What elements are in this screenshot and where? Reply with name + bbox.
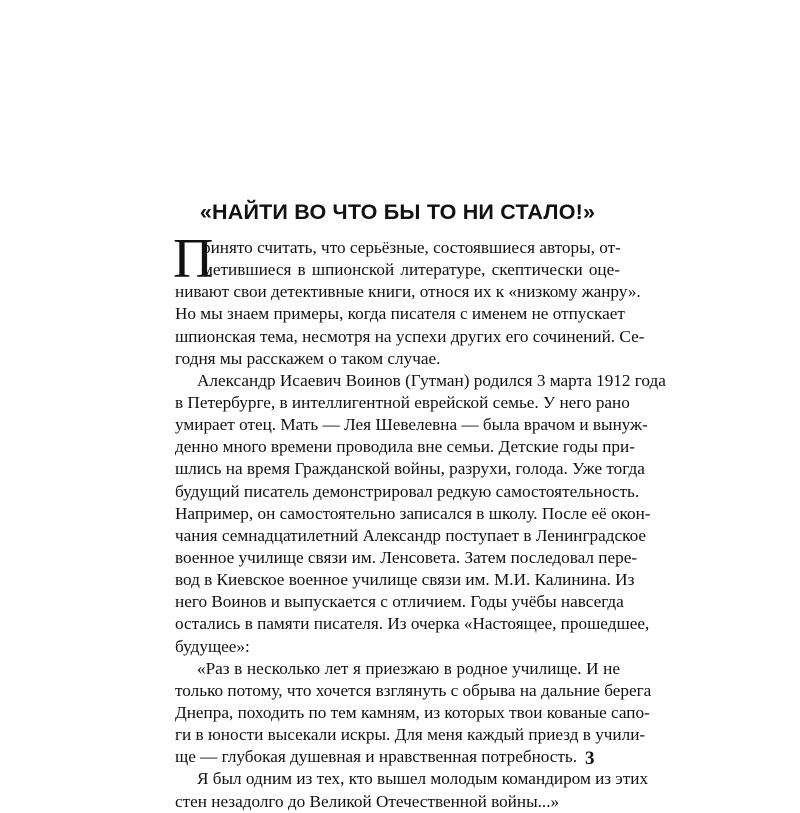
text-line: вод в Киевское военное училище связи им. М.И. Калинина. Из — [175, 570, 635, 590]
text-line: ги в юности высекали искры. Для меня каждый приезд в учили- — [175, 725, 646, 745]
text-line: в Петербурге, в интеллигентной еврейской семье. У него рано — [175, 392, 630, 412]
text-line: военное училище связи им. Ленсовета. Затем последовал пере- — [175, 547, 638, 567]
text-line: шпионская тема, несмотря на успехи других его сочинений. Се- — [175, 326, 645, 346]
text-line: будущий писатель демонстрировал редкую самостоятельность. — [175, 481, 640, 501]
text-line: метившиеся в шпионской литературе, скептически оце- — [202, 260, 620, 280]
text-line: стен незадолго до Великой Отечественной войны...» — [175, 791, 560, 811]
text-line: Я был одним из тех, кто вышел молодым командиром из этих — [197, 769, 649, 789]
text-line: умирает отец. Мать — Лея Шевелевна — была врачом и вынуж- — [175, 415, 648, 435]
page-number: 3 — [585, 748, 595, 769]
text-line: остались в памяти писателя. Из очерка «Настоящее, прошедшее, — [175, 614, 650, 634]
text-line: будущее»: — [175, 636, 250, 656]
text-line: шлись на время Гражданской войны, разрухи, голода. Уже тогда — [175, 459, 645, 479]
text-line: денно много времени проводила вне семьи. Детские годы при- — [175, 437, 635, 457]
text-line: Днепра, походить по тем камням, из которых твои кованые сапо- — [175, 702, 650, 722]
text-line: него Воинов и выпускается с отличием. Годы учёбы навсегда — [175, 592, 624, 612]
text-line: только потому, что хочется взглянуть с обрыва на дальние берега — [175, 680, 652, 700]
text-line: нивают свои детективные книги, относя их к «низкому жанру». — [175, 282, 641, 302]
text-line: ще — глубокая душевная и нравственная потребность. — [175, 747, 578, 767]
text-line: годня мы расскажем о таком случае. — [175, 348, 441, 368]
drop-cap: П — [173, 228, 214, 290]
text-line: ринято считать, что серьёзные, состоявшиеся авторы, от- — [202, 238, 621, 257]
text-line: Александр Исаевич Воинов (Гутман) родился 3 марта 1912 года — [197, 370, 666, 390]
text-line: чания семнадцатилетний Александр поступает в Ленинградское — [175, 525, 647, 545]
body-text — [173, 228, 666, 813]
text-line: Например, он самостоятельно записался в школу. После её окон- — [175, 503, 651, 523]
text-line: Но мы знаем примеры, когда писателя с именем не отпускает — [175, 304, 625, 324]
text-line: «Раз в несколько лет я приезжаю в родное училище. И не — [197, 658, 620, 678]
chapter-title: «НАЙТИ ВО ЧТО БЫ ТО НИ СТАЛО!» — [199, 200, 596, 224]
